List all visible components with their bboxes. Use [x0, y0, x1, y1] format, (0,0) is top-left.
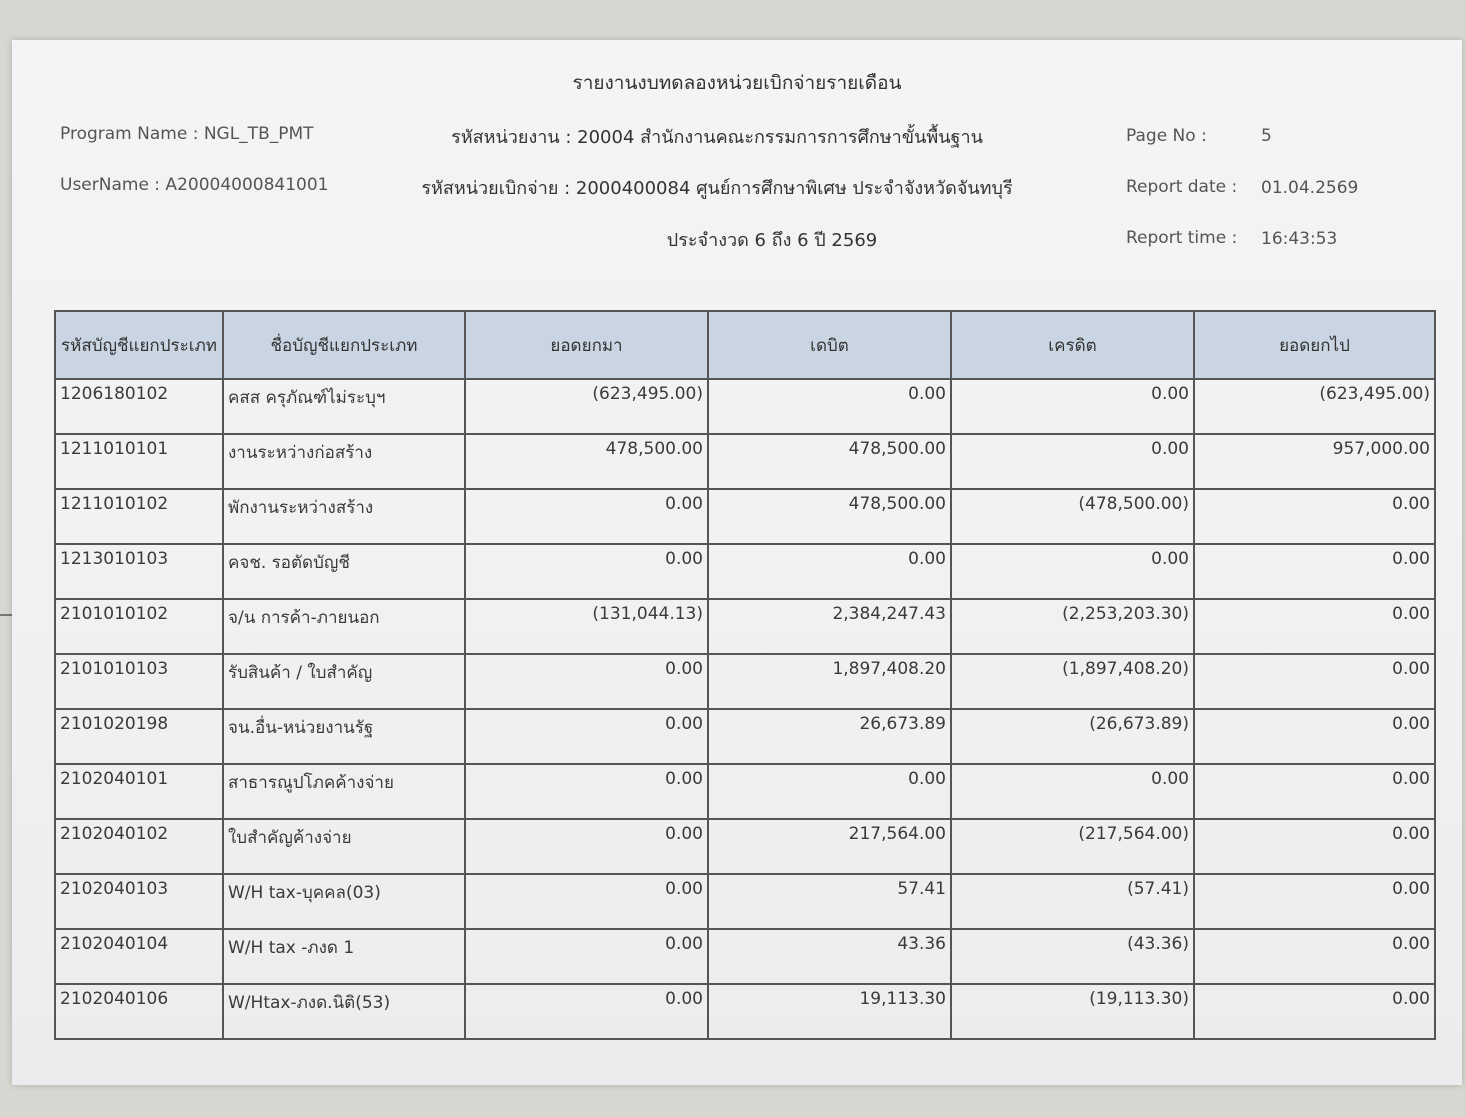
- cell-closing-balance: 0.00: [1194, 929, 1435, 984]
- cell-opening-balance: 0.00: [465, 544, 708, 599]
- cell-credit: (57.41): [951, 874, 1194, 929]
- cell-debit: 26,673.89: [708, 709, 951, 764]
- cell-debit: 1,897,408.20: [708, 654, 951, 709]
- table-row: [55, 599, 1435, 654]
- cell-closing-balance: (623,495.00): [1194, 379, 1435, 434]
- cell-credit: 0.00: [951, 544, 1194, 599]
- cell-debit: 478,500.00: [708, 489, 951, 544]
- report-time-value: 16:43:53: [1261, 229, 1338, 249]
- cell-debit: 217,564.00: [708, 819, 951, 874]
- cell-debit: 57.41: [708, 874, 951, 929]
- agency-line: รหัสหน่วยงาน : 20004 สำนักงานคณะกรรมการการศึกษาขั้นพื้นฐาน: [451, 127, 983, 148]
- cell-closing-balance: 0.00: [1194, 544, 1435, 599]
- table-row: [55, 929, 1435, 984]
- cell-opening-balance: 0.00: [465, 489, 708, 544]
- table-row: [55, 764, 1435, 819]
- report-title: รายงานงบทดลองหน่วยเบิกจ่ายรายเดือน: [572, 72, 902, 94]
- report-date-label: Report date :: [1126, 177, 1238, 197]
- cell-account-name: คสส ครุภัณฑ์ไม่ระบุฯ: [223, 379, 465, 434]
- cell-debit: 0.00: [708, 764, 951, 819]
- header-credit: เครดิต: [951, 311, 1194, 379]
- cell-account-code: 2101010103: [55, 654, 223, 709]
- cell-debit: 19,113.30: [708, 984, 951, 1039]
- cell-account-name: จ/น การค้า-ภายนอก: [223, 599, 465, 654]
- cell-debit: 0.00: [708, 544, 951, 599]
- page-no-label: Page No :: [1126, 126, 1207, 146]
- cell-account-name: จน.อื่น-หน่วยงานรัฐ: [223, 709, 465, 764]
- cell-account-code: 1213010103: [55, 544, 223, 599]
- table-header-row: [55, 311, 1435, 379]
- report-date-value: 01.04.2569: [1261, 178, 1359, 198]
- table-row: [55, 489, 1435, 544]
- table-row: [55, 874, 1435, 929]
- cell-credit: (19,113.30): [951, 984, 1194, 1039]
- cell-credit: (43.36): [951, 929, 1194, 984]
- cell-account-name: พักงานระหว่างสร้าง: [223, 489, 465, 544]
- cell-account-name: ใบสำคัญค้างจ่าย: [223, 819, 465, 874]
- cell-account-name: สาธารณูปโภคค้างจ่าย: [223, 764, 465, 819]
- header-closing-balance: ยอดยกไป: [1194, 311, 1435, 379]
- cell-opening-balance: 0.00: [465, 984, 708, 1039]
- table-row: [55, 379, 1435, 434]
- cell-account-code: 2101010102: [55, 599, 223, 654]
- cell-account-code: 2102040103: [55, 874, 223, 929]
- cell-opening-balance: (623,495.00): [465, 379, 708, 434]
- cell-account-name: W/H tax-บุคคล(03): [223, 874, 465, 929]
- cell-opening-balance: (131,044.13): [465, 599, 708, 654]
- cell-opening-balance: 0.00: [465, 874, 708, 929]
- header-opening-balance: ยอดยกมา: [465, 311, 708, 379]
- cell-closing-balance: 0.00: [1194, 874, 1435, 929]
- cell-credit: 0.00: [951, 379, 1194, 434]
- cell-closing-balance: 0.00: [1194, 764, 1435, 819]
- table-row: [55, 819, 1435, 874]
- cell-credit: (1,897,408.20): [951, 654, 1194, 709]
- period-line: ประจำงวด 6 ถึง 6 ปี 2569: [666, 230, 878, 251]
- cell-account-code: 2102040106: [55, 984, 223, 1039]
- cell-opening-balance: 0.00: [465, 654, 708, 709]
- cell-closing-balance: 0.00: [1194, 709, 1435, 764]
- cell-opening-balance: 0.00: [465, 929, 708, 984]
- cell-credit: (217,564.00): [951, 819, 1194, 874]
- cell-debit: 43.36: [708, 929, 951, 984]
- cell-credit: (2,253,203.30): [951, 599, 1194, 654]
- cell-debit: 2,384,247.43: [708, 599, 951, 654]
- program-name: Program Name : NGL_TB_PMT: [60, 124, 314, 144]
- cell-opening-balance: 0.00: [465, 764, 708, 819]
- table-row: [55, 434, 1435, 489]
- cell-account-code: 1211010102: [55, 489, 223, 544]
- table-row: [55, 984, 1435, 1039]
- cell-closing-balance: 0.00: [1194, 819, 1435, 874]
- cell-account-code: 2102040102: [55, 819, 223, 874]
- cell-debit: 478,500.00: [708, 434, 951, 489]
- cell-account-name: รับสินค้า / ใบสำคัญ: [223, 654, 465, 709]
- user-name: UserName : A20004000841001: [60, 175, 329, 195]
- cell-credit: 0.00: [951, 434, 1194, 489]
- header-debit: เดบิต: [708, 311, 951, 379]
- cell-credit: (478,500.00): [951, 489, 1194, 544]
- header-account-name: ชื่อบัญชีแยกประเภท: [223, 311, 465, 379]
- cell-account-name: คจช. รอตัดบัญชี: [223, 544, 465, 599]
- cell-opening-balance: 0.00: [465, 709, 708, 764]
- cell-opening-balance: 478,500.00: [465, 434, 708, 489]
- cell-closing-balance: 0.00: [1194, 599, 1435, 654]
- disbursing-unit-line: รหัสหน่วยเบิกจ่าย : 2000400084 ศูนย์การศึกษาพิเศษ ประจำจังหวัดจันทบุรี: [421, 178, 1013, 199]
- trial-balance-table: [54, 310, 1436, 1040]
- cell-account-name: W/Htax-ภงด.นิติ(53): [223, 984, 465, 1039]
- report-page: [12, 40, 1462, 1085]
- cell-account-code: 2102040104: [55, 929, 223, 984]
- table-row: [55, 544, 1435, 599]
- cell-closing-balance: 0.00: [1194, 489, 1435, 544]
- cell-debit: 0.00: [708, 379, 951, 434]
- table-body: [55, 379, 1435, 1039]
- cell-account-code: 1206180102: [55, 379, 223, 434]
- cell-closing-balance: 0.00: [1194, 984, 1435, 1039]
- header-account-code: รหัสบัญชีแยกประเภท: [55, 311, 223, 379]
- cell-account-name: W/H tax -ภงด 1: [223, 929, 465, 984]
- cell-closing-balance: 957,000.00: [1194, 434, 1435, 489]
- table-row: [55, 654, 1435, 709]
- report-time-label: Report time :: [1126, 228, 1238, 248]
- cell-credit: (26,673.89): [951, 709, 1194, 764]
- page-no-value: 5: [1261, 126, 1272, 146]
- cell-closing-balance: 0.00: [1194, 654, 1435, 709]
- cell-account-name: งานระหว่างก่อสร้าง: [223, 434, 465, 489]
- cell-account-code: 2102040101: [55, 764, 223, 819]
- cell-account-code: 2101020198: [55, 709, 223, 764]
- cell-account-code: 1211010101: [55, 434, 223, 489]
- cell-opening-balance: 0.00: [465, 819, 708, 874]
- table-row: [55, 709, 1435, 764]
- cell-credit: 0.00: [951, 764, 1194, 819]
